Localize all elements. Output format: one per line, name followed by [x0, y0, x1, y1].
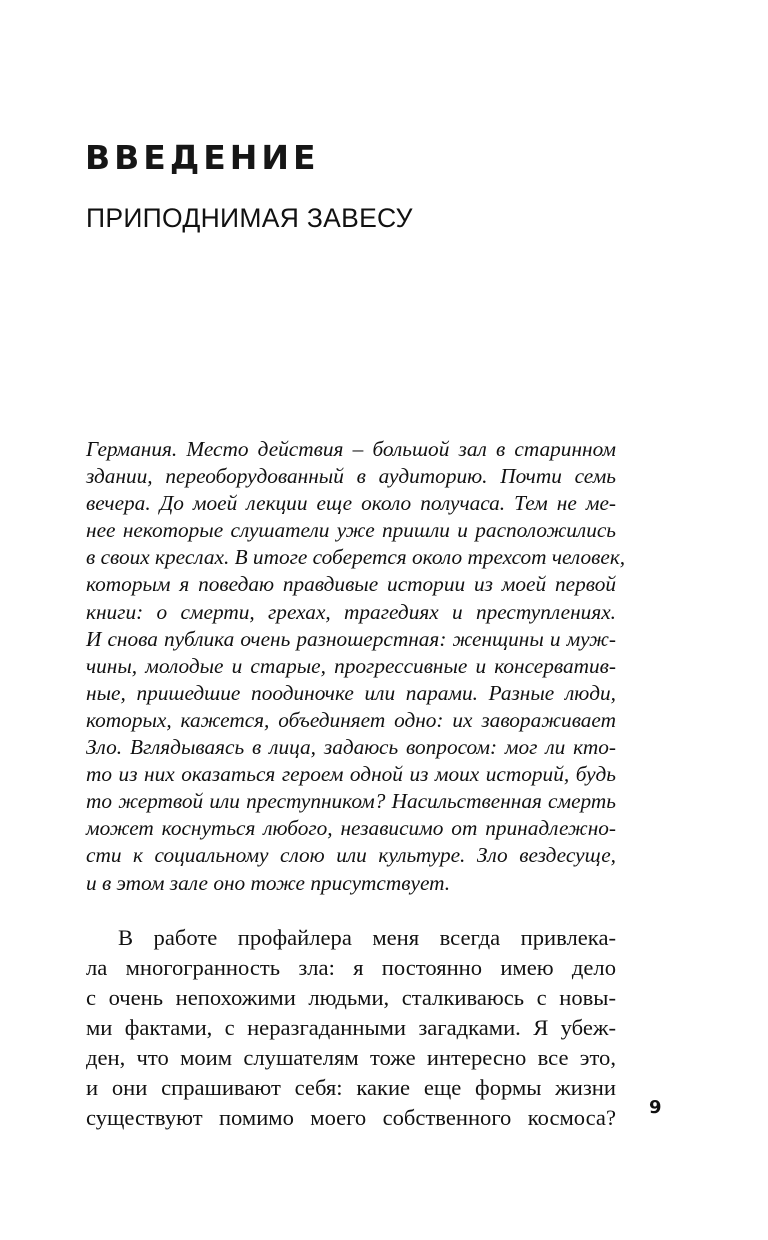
epigraph-line: сти к социальному слою или культуре. Зло вездесуще,	[86, 843, 616, 868]
epigraph	[86, 436, 626, 897]
chapter-label: ВВЕДЕНИЕ	[85, 138, 320, 177]
body-line: с очень непохожими людьми, сталкиваюсь с новы-	[86, 985, 616, 1010]
epigraph-line: вечера. До моей лекции еще около получаса. Тем не ме-	[86, 491, 616, 516]
body-line: ла многогранность зла: я постоянно имею дело	[86, 955, 616, 980]
epigraph-line: то жертвой или преступником? Насильственная смерть	[86, 789, 616, 814]
epigraph-line: здании, переоборудованный в аудиторию. Почти семь	[86, 464, 616, 489]
epigraph-line: Германия. Место действия – большой зал в старинном	[86, 437, 616, 461]
epigraph-line: книги: о смерти, грехах, трагедиях и преступлениях.	[86, 599, 616, 624]
epigraph-line: то из них оказаться героем одной из моих историй, будь	[86, 762, 616, 787]
body-line: существуют помимо моего собственного космоса?	[86, 1105, 616, 1130]
body-line: ми фактами, с неразгаданными загадками. Я убеж-	[86, 1015, 616, 1040]
body-line: ден, что моим слушателям тоже интересно все это,	[86, 1045, 616, 1070]
epigraph-line: нее некоторые слушатели уже пришли и расположились	[86, 518, 616, 543]
epigraph-line: в своих креслах. В итоге соберется около трехсот человек,	[86, 545, 626, 570]
epigraph-line: ные, пришедшие поодиночке или парами. Разные люди,	[86, 680, 616, 705]
chapter-title: ПРИПОДНИМАЯ ЗАВЕСУ	[86, 203, 413, 233]
page-number: 9	[649, 1097, 662, 1118]
epigraph-line: которым я поведаю правдивые истории из моей первой	[86, 572, 616, 597]
epigraph-line: И снова публика очень разношерстная: женщины и муж-	[86, 626, 616, 651]
body-line: В работе профайлера меня всегда привлека-	[118, 925, 616, 950]
body-paragraph	[86, 923, 616, 1133]
body-line: и они спрашивают себя: какие еще формы жизни	[86, 1075, 616, 1100]
epigraph-line: которых, кажется, объединяет одно: их завораживает	[86, 707, 616, 732]
epigraph-line: чины, молодые и старые, прогрессивные и консерватив-	[86, 653, 616, 678]
epigraph-line: Зло. Вглядываясь в лица, задаюсь вопросом: мог ли кто-	[86, 735, 616, 760]
epigraph-line: и в этом зале оно тоже присутствует.	[86, 870, 451, 895]
epigraph-line: может коснуться любого, независимо от принадлежно-	[86, 816, 616, 841]
